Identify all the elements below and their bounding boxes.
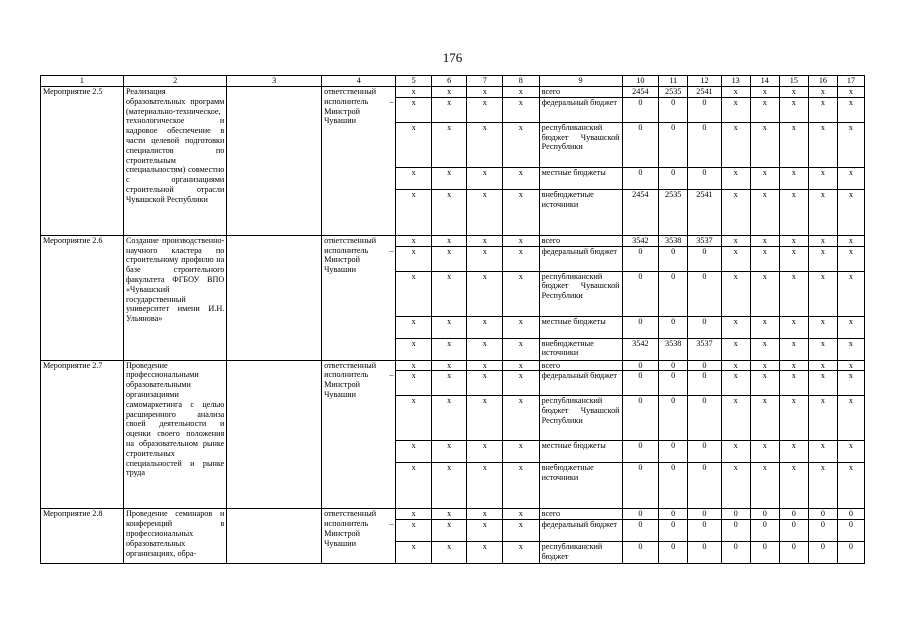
- value-cell: 0: [779, 520, 808, 542]
- value-cell: 3537: [688, 235, 721, 246]
- value-cell: x: [808, 338, 837, 360]
- marker-cell: x: [431, 371, 467, 396]
- value-cell: 2535: [659, 87, 688, 98]
- measure-id: Мероприятие 2.8: [41, 509, 124, 564]
- value-cell: x: [721, 87, 750, 98]
- marker-cell: x: [431, 167, 467, 189]
- value-cell: 2541: [688, 189, 721, 235]
- table-row: [41, 509, 865, 520]
- value-cell: x: [808, 246, 837, 271]
- value-cell: x: [750, 235, 779, 246]
- column-number: 7: [467, 76, 503, 87]
- value-cell: 0: [659, 520, 688, 542]
- value-cell: 0: [622, 396, 659, 441]
- value-cell: x: [750, 189, 779, 235]
- funding-source: федеральный бюджет: [539, 520, 622, 542]
- marker-cell: x: [503, 246, 540, 271]
- value-cell: x: [808, 271, 837, 316]
- marker-cell: x: [467, 463, 503, 509]
- value-cell: 0: [659, 271, 688, 316]
- value-cell: 3538: [659, 235, 688, 246]
- value-cell: 3538: [659, 338, 688, 360]
- column-number: 17: [837, 76, 864, 87]
- value-cell: x: [837, 235, 864, 246]
- value-cell: 0: [659, 97, 688, 122]
- responsible-executor: ответственный исполнитель – Минстрой Чувашии: [322, 235, 396, 360]
- value-cell: 0: [659, 316, 688, 338]
- value-cell: 0: [688, 360, 721, 371]
- marker-cell: x: [467, 509, 503, 520]
- value-cell: x: [779, 122, 808, 167]
- marker-cell: x: [503, 371, 540, 396]
- value-cell: x: [750, 338, 779, 360]
- value-cell: x: [837, 338, 864, 360]
- budget-table: [40, 75, 865, 564]
- value-cell: x: [779, 271, 808, 316]
- funding-source: всего: [539, 87, 622, 98]
- value-cell: x: [750, 360, 779, 371]
- value-cell: x: [837, 271, 864, 316]
- value-cell: 2535: [659, 189, 688, 235]
- marker-cell: x: [396, 235, 432, 246]
- value-cell: x: [721, 316, 750, 338]
- marker-cell: x: [467, 87, 503, 98]
- value-cell: x: [837, 441, 864, 463]
- empty-cell: [227, 87, 322, 236]
- value-cell: x: [837, 360, 864, 371]
- value-cell: 0: [659, 246, 688, 271]
- value-cell: 0: [622, 122, 659, 167]
- marker-cell: x: [431, 316, 467, 338]
- value-cell: x: [837, 97, 864, 122]
- value-cell: 0: [659, 360, 688, 371]
- value-cell: 0: [688, 396, 721, 441]
- value-cell: 0: [622, 520, 659, 542]
- marker-cell: x: [431, 441, 467, 463]
- column-number: 14: [750, 76, 779, 87]
- value-cell: x: [779, 235, 808, 246]
- table-row: [41, 87, 865, 98]
- column-number: 3: [227, 76, 322, 87]
- value-cell: x: [837, 167, 864, 189]
- value-cell: 2541: [688, 87, 721, 98]
- column-number: 5: [396, 76, 432, 87]
- marker-cell: x: [396, 87, 432, 98]
- value-cell: 0: [659, 396, 688, 441]
- responsible-executor: ответственный исполнитель – Минстрой Чувашии: [322, 509, 396, 564]
- measure-id: Мероприятие 2.7: [41, 360, 124, 509]
- value-cell: 0: [659, 167, 688, 189]
- value-cell: 0: [721, 542, 750, 564]
- value-cell: 0: [688, 441, 721, 463]
- value-cell: x: [721, 122, 750, 167]
- marker-cell: x: [431, 97, 467, 122]
- funding-source: республиканский бюджет Чувашской Республики: [539, 396, 622, 441]
- value-cell: x: [779, 441, 808, 463]
- value-cell: x: [808, 122, 837, 167]
- funding-source: федеральный бюджет: [539, 246, 622, 271]
- value-cell: 0: [721, 520, 750, 542]
- value-cell: x: [750, 167, 779, 189]
- marker-cell: x: [467, 97, 503, 122]
- marker-cell: x: [467, 371, 503, 396]
- marker-cell: x: [503, 463, 540, 509]
- value-cell: 0: [837, 520, 864, 542]
- value-cell: 0: [622, 316, 659, 338]
- value-cell: 0: [659, 371, 688, 396]
- value-cell: 0: [688, 271, 721, 316]
- column-number: 15: [779, 76, 808, 87]
- value-cell: 0: [750, 520, 779, 542]
- measure-name: Реализация образовательных программ (материально-техническое, технологическое и кадровое обеспечение в части целевой подготовки специалистов по строительным специальностям) совместно с организациями строительной отрасли Чувашской Республики: [123, 87, 226, 236]
- value-cell: x: [837, 189, 864, 235]
- column-number: 13: [721, 76, 750, 87]
- value-cell: x: [808, 235, 837, 246]
- marker-cell: x: [467, 167, 503, 189]
- value-cell: x: [721, 441, 750, 463]
- value-cell: x: [808, 97, 837, 122]
- marker-cell: x: [503, 520, 540, 542]
- responsible-executor: ответственный исполнитель – Минстрой Чувашии: [322, 87, 396, 236]
- marker-cell: x: [503, 360, 540, 371]
- value-cell: x: [750, 271, 779, 316]
- funding-source: всего: [539, 235, 622, 246]
- marker-cell: x: [396, 441, 432, 463]
- value-cell: x: [750, 87, 779, 98]
- marker-cell: x: [503, 97, 540, 122]
- marker-cell: x: [396, 97, 432, 122]
- funding-source: федеральный бюджет: [539, 371, 622, 396]
- measure-id: Мероприятие 2.6: [41, 235, 124, 360]
- marker-cell: x: [467, 235, 503, 246]
- value-cell: x: [779, 97, 808, 122]
- funding-source: всего: [539, 509, 622, 520]
- marker-cell: x: [503, 509, 540, 520]
- value-cell: 0: [622, 542, 659, 564]
- value-cell: 0: [622, 167, 659, 189]
- value-cell: 0: [659, 542, 688, 564]
- marker-cell: x: [503, 542, 540, 564]
- value-cell: 0: [688, 463, 721, 509]
- value-cell: x: [779, 463, 808, 509]
- marker-cell: x: [503, 87, 540, 98]
- value-cell: x: [779, 87, 808, 98]
- marker-cell: x: [396, 509, 432, 520]
- value-cell: 3542: [622, 235, 659, 246]
- value-cell: x: [721, 189, 750, 235]
- value-cell: 0: [837, 542, 864, 564]
- marker-cell: x: [396, 316, 432, 338]
- marker-cell: x: [431, 542, 467, 564]
- value-cell: x: [808, 396, 837, 441]
- value-cell: x: [750, 396, 779, 441]
- empty-cell: [227, 235, 322, 360]
- marker-cell: x: [396, 371, 432, 396]
- value-cell: 0: [688, 97, 721, 122]
- column-number: 6: [431, 76, 467, 87]
- value-cell: x: [779, 338, 808, 360]
- funding-source: республиканский бюджет Чувашской Республики: [539, 122, 622, 167]
- value-cell: 0: [688, 509, 721, 520]
- value-cell: 0: [688, 167, 721, 189]
- value-cell: x: [779, 396, 808, 441]
- marker-cell: x: [467, 189, 503, 235]
- marker-cell: x: [431, 246, 467, 271]
- marker-cell: x: [396, 338, 432, 360]
- marker-cell: x: [503, 441, 540, 463]
- funding-source: федеральный бюджет: [539, 97, 622, 122]
- marker-cell: x: [503, 271, 540, 316]
- marker-cell: x: [431, 122, 467, 167]
- marker-cell: x: [431, 463, 467, 509]
- value-cell: 0: [622, 97, 659, 122]
- value-cell: 0: [622, 371, 659, 396]
- column-number-row: [41, 76, 865, 87]
- marker-cell: x: [396, 463, 432, 509]
- marker-cell: x: [467, 246, 503, 271]
- value-cell: x: [837, 246, 864, 271]
- marker-cell: x: [396, 189, 432, 235]
- marker-cell: x: [467, 520, 503, 542]
- marker-cell: x: [467, 441, 503, 463]
- value-cell: 0: [688, 316, 721, 338]
- column-number: 4: [322, 76, 396, 87]
- value-cell: x: [750, 97, 779, 122]
- funding-source: местные бюджеты: [539, 316, 622, 338]
- value-cell: 0: [659, 122, 688, 167]
- value-cell: x: [750, 316, 779, 338]
- column-number: 16: [808, 76, 837, 87]
- value-cell: 0: [779, 509, 808, 520]
- value-cell: 0: [659, 441, 688, 463]
- value-cell: x: [721, 97, 750, 122]
- value-cell: x: [779, 371, 808, 396]
- value-cell: x: [837, 463, 864, 509]
- marker-cell: x: [396, 396, 432, 441]
- value-cell: x: [808, 441, 837, 463]
- marker-cell: x: [431, 235, 467, 246]
- marker-cell: x: [396, 167, 432, 189]
- value-cell: x: [721, 235, 750, 246]
- value-cell: 0: [688, 542, 721, 564]
- value-cell: 0: [688, 246, 721, 271]
- value-cell: x: [721, 246, 750, 271]
- marker-cell: x: [431, 338, 467, 360]
- value-cell: x: [750, 246, 779, 271]
- value-cell: x: [721, 360, 750, 371]
- value-cell: x: [779, 189, 808, 235]
- marker-cell: x: [503, 122, 540, 167]
- funding-source: внебюджетные источники: [539, 338, 622, 360]
- value-cell: 0: [659, 463, 688, 509]
- marker-cell: x: [503, 167, 540, 189]
- value-cell: x: [721, 271, 750, 316]
- table-row: [41, 360, 865, 371]
- marker-cell: x: [503, 396, 540, 441]
- measure-id: Мероприятие 2.5: [41, 87, 124, 236]
- empty-cell: [227, 360, 322, 509]
- value-cell: x: [779, 246, 808, 271]
- marker-cell: x: [503, 235, 540, 246]
- funding-source: местные бюджеты: [539, 441, 622, 463]
- marker-cell: x: [467, 122, 503, 167]
- value-cell: x: [779, 316, 808, 338]
- column-number: 12: [688, 76, 721, 87]
- value-cell: 2454: [622, 87, 659, 98]
- marker-cell: x: [503, 316, 540, 338]
- measure-name: Проведение профессиональными образовательными организациями самомаркетинга с целью расширенного анализа своей деятельности и оценки своего положения на образовательном рынке строительных специальностей и рынке труда: [123, 360, 226, 509]
- column-number: 1: [41, 76, 124, 87]
- value-cell: 3542: [622, 338, 659, 360]
- value-cell: 0: [808, 509, 837, 520]
- responsible-executor: ответственный исполнитель – Минстрой Чувашии: [322, 360, 396, 509]
- funding-source: внебюджетные источники: [539, 189, 622, 235]
- value-cell: 0: [808, 542, 837, 564]
- value-cell: 0: [808, 520, 837, 542]
- value-cell: x: [808, 360, 837, 371]
- value-cell: 0: [688, 122, 721, 167]
- column-number: 2: [123, 76, 226, 87]
- marker-cell: x: [431, 189, 467, 235]
- column-number: 10: [622, 76, 659, 87]
- value-cell: 2454: [622, 189, 659, 235]
- marker-cell: x: [503, 189, 540, 235]
- marker-cell: x: [467, 338, 503, 360]
- marker-cell: x: [467, 316, 503, 338]
- marker-cell: x: [431, 396, 467, 441]
- value-cell: 0: [622, 246, 659, 271]
- marker-cell: x: [431, 87, 467, 98]
- value-cell: x: [808, 167, 837, 189]
- marker-cell: x: [396, 360, 432, 371]
- funding-source: всего: [539, 360, 622, 371]
- value-cell: 0: [779, 542, 808, 564]
- value-cell: x: [721, 371, 750, 396]
- value-cell: 0: [688, 520, 721, 542]
- value-cell: x: [837, 87, 864, 98]
- marker-cell: x: [396, 122, 432, 167]
- marker-cell: x: [396, 542, 432, 564]
- page-number: 176: [442, 50, 463, 65]
- value-cell: 0: [837, 509, 864, 520]
- value-cell: 0: [659, 509, 688, 520]
- marker-cell: x: [431, 360, 467, 371]
- funding-source: местные бюджеты: [539, 167, 622, 189]
- value-cell: x: [750, 463, 779, 509]
- column-number: 9: [539, 76, 622, 87]
- value-cell: x: [808, 189, 837, 235]
- marker-cell: x: [467, 396, 503, 441]
- value-cell: x: [750, 122, 779, 167]
- value-cell: x: [721, 167, 750, 189]
- value-cell: 0: [750, 542, 779, 564]
- value-cell: 0: [688, 371, 721, 396]
- empty-cell: [227, 509, 322, 564]
- value-cell: 3537: [688, 338, 721, 360]
- value-cell: 0: [622, 271, 659, 316]
- value-cell: x: [808, 316, 837, 338]
- column-number: 8: [503, 76, 540, 87]
- value-cell: 0: [622, 360, 659, 371]
- marker-cell: x: [467, 360, 503, 371]
- value-cell: 0: [622, 509, 659, 520]
- value-cell: x: [808, 371, 837, 396]
- marker-cell: x: [431, 271, 467, 316]
- value-cell: x: [721, 396, 750, 441]
- value-cell: 0: [721, 509, 750, 520]
- measure-name: Создание производственно-научного кластера по строительному профилю на базе строительного факультета ФГБОУ ВПО «Чувашский государственный университет имени И.Н. Ульянова»: [123, 235, 226, 360]
- marker-cell: x: [431, 509, 467, 520]
- value-cell: x: [721, 463, 750, 509]
- funding-source: республиканский бюджет: [539, 542, 622, 564]
- marker-cell: x: [396, 271, 432, 316]
- value-cell: x: [750, 371, 779, 396]
- column-number: 11: [659, 76, 688, 87]
- marker-cell: x: [396, 246, 432, 271]
- marker-cell: x: [467, 271, 503, 316]
- value-cell: x: [837, 122, 864, 167]
- funding-source: внебюджетные источники: [539, 463, 622, 509]
- value-cell: x: [837, 396, 864, 441]
- marker-cell: x: [396, 520, 432, 542]
- value-cell: x: [808, 463, 837, 509]
- value-cell: 0: [622, 441, 659, 463]
- value-cell: x: [837, 371, 864, 396]
- marker-cell: x: [503, 338, 540, 360]
- marker-cell: x: [431, 520, 467, 542]
- measure-name: Проведение семинаров и конференций в профессиональных образовательных организациях, обра-: [123, 509, 226, 564]
- value-cell: x: [808, 87, 837, 98]
- table-row: [41, 235, 865, 246]
- funding-source: республиканский бюджет Чувашской Республики: [539, 271, 622, 316]
- marker-cell: x: [467, 542, 503, 564]
- value-cell: x: [837, 316, 864, 338]
- value-cell: x: [779, 360, 808, 371]
- value-cell: 0: [622, 463, 659, 509]
- value-cell: 0: [750, 509, 779, 520]
- value-cell: x: [750, 441, 779, 463]
- value-cell: x: [721, 338, 750, 360]
- value-cell: x: [779, 167, 808, 189]
